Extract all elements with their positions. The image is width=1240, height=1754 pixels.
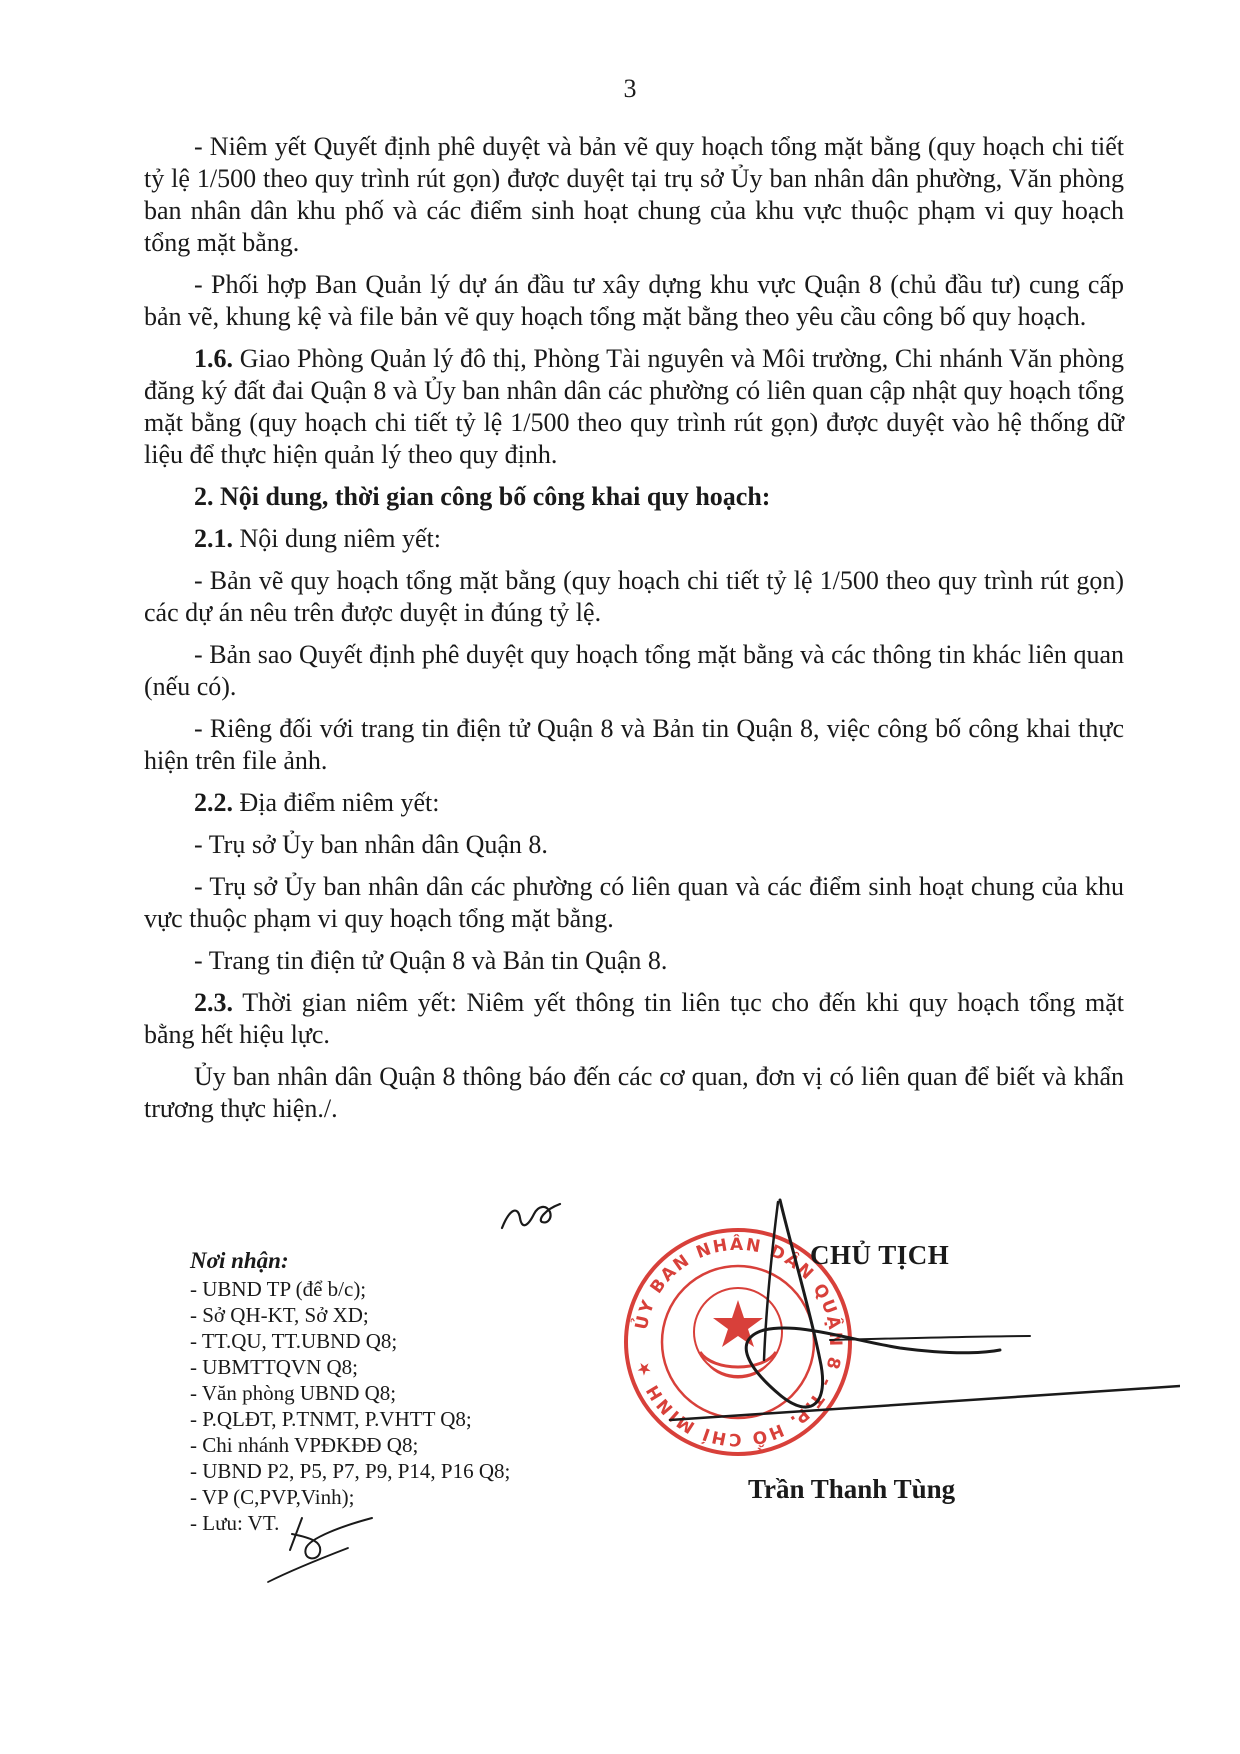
paragraph-text: - Niêm yết Quyết định phê duyệt và bản vẽ quy hoạch tổng mặt bằng (quy hoạch chi tiết tỷ lệ 1/500 theo quy trình rút gọn) được duyệt tại trụ sở Ủy ban nhân dân phường, Văn phòng ban nhân dân khu phố và các điểm sinh hoạt chung của khu vực thuộc phạm vi quy hoạch tổng mặt bằng. <box>144 132 1124 257</box>
page-number: 3 <box>623 74 637 103</box>
paragraph-copy <box>144 639 1124 703</box>
recipient-item: - UBND TP (để b/c); <box>190 1277 367 1301</box>
paragraph-text: Thời gian niêm yết: Niêm yết thông tin liên tục cho đến khi quy hoạch tổng mặt bằng hết hiệu lực. <box>144 988 1124 1049</box>
recipient-item: - TT.QU, TT.UBND Q8; <box>190 1329 398 1353</box>
handwritten-tick-icon <box>498 1198 568 1238</box>
recipients-title: Nơi nhận: <box>190 1248 289 1273</box>
document-body <box>144 131 1124 1135</box>
signer-name: Trần Thanh Tùng <box>748 1474 956 1504</box>
recipient-item: - Chi nhánh VPĐKĐĐ Q8; <box>190 1433 419 1457</box>
handwritten-signature-icon <box>660 1190 1180 1450</box>
signer-title: CHỦ TỊCH <box>810 1240 950 1270</box>
paragraph-text: - Bản vẽ quy hoạch tổng mặt bằng (quy hoạch chi tiết tỷ lệ 1/500 theo quy trình rút gọn) các dự án nêu trên được duyệt in đúng tỷ lệ. <box>144 566 1124 627</box>
paragraph-drawing <box>144 565 1124 629</box>
paragraph-closing <box>144 1061 1124 1125</box>
paragraph-2 <box>144 269 1124 333</box>
paragraph-2-3 <box>144 987 1124 1051</box>
recipient-item: - Văn phòng UBND Q8; <box>190 1381 397 1405</box>
paragraph-text: Nội dung niêm yết: <box>233 524 441 553</box>
section-label: 1.6. <box>194 344 233 373</box>
paragraph-text: Địa điểm niêm yết: <box>233 788 440 817</box>
section-label: 2.2. <box>194 788 233 817</box>
paragraph-text: Ủy ban nhân dân Quận 8 thông báo đến các cơ quan, đơn vị có liên quan để biết và khẩn trương thực hiện./. <box>144 1062 1124 1123</box>
paragraph-1 <box>144 131 1124 259</box>
recipient-item: - Sở QH-KT, Sở XD; <box>190 1303 369 1327</box>
paragraph-text: - Riêng đối với trang tin điện tử Quận 8 và Bản tin Quận 8, việc công bố công khai thực hiện trên file ảnh. <box>144 714 1124 775</box>
recipient-item: - UBMTTQVN Q8; <box>190 1355 358 1379</box>
paragraph-district-hq <box>144 829 1124 861</box>
recipients-block <box>190 1248 650 1536</box>
recipient-item: - UBND P2, P5, P7, P9, P14, P16 Q8; <box>190 1459 511 1483</box>
paragraph-text: - Trụ sở Ủy ban nhân dân các phường có liên quan và các điểm sinh hoạt chung của khu vực thuộc phạm vi quy hoạch tổng mặt bằng. <box>144 872 1124 933</box>
paragraph-text: Giao Phòng Quản lý đô thị, Phòng Tài nguyên và Môi trường, Chi nhánh Văn phòng đăng ký đất đai Quận 8 và Ủy ban nhân dân các phường có liên quan cập nhật quy hoạch tổng mặt bằng (quy hoạch chi tiết tỷ lệ 1/500 theo quy trình rút gọn) được duyệt vào hệ thống dữ liệu để thực hiện quản lý theo quy định. <box>144 344 1124 469</box>
paragraph-text: - Bản sao Quyết định phê duyệt quy hoạch tổng mặt bằng và các thông tin khác liên quan (nếu có). <box>144 640 1124 701</box>
section-heading-text: 2. Nội dung, thời gian công bố công khai quy hoạch: <box>194 482 771 511</box>
section-label: 2.3. <box>194 988 233 1017</box>
recipient-item: - P.QLĐT, P.TNMT, P.VHTT Q8; <box>190 1407 472 1431</box>
section-heading-2 <box>144 481 1124 513</box>
paragraph-text: - Trụ sở Ủy ban nhân dân Quận 8. <box>194 830 548 859</box>
paragraph-2-2 <box>144 787 1124 819</box>
handwritten-initials-icon <box>262 1508 382 1588</box>
paragraph-website <box>144 713 1124 777</box>
paragraph-text: - Phối hợp Ban Quản lý dự án đầu tư xây dựng khu vực Quận 8 (chủ đầu tư) cung cấp bản vẽ, khung kệ và file bản vẽ quy hoạch tổng mặt bằng theo yêu cầu công bố quy hoạch. <box>144 270 1124 331</box>
paragraph-1-6 <box>144 343 1124 471</box>
paragraph-text: - Trang tin điện tử Quận 8 và Bản tin Quận 8. <box>194 946 668 975</box>
section-label: 2.1. <box>194 524 233 553</box>
recipient-item: - Lưu: VT. <box>190 1511 280 1535</box>
paragraph-ward-hq <box>144 871 1124 935</box>
svg-text:ỦY BAN NHÂN DÂN QUẬN 8 - T.P.: ỦY BAN NHÂN DÂN QUẬN 8 - T.P. HỒ CHÍ MINH ★ <box>631 1234 846 1450</box>
paragraph-2-1 <box>144 523 1124 555</box>
recipient-item: - VP (C,PVP,Vinh); <box>190 1485 355 1509</box>
paragraph-news <box>144 945 1124 977</box>
